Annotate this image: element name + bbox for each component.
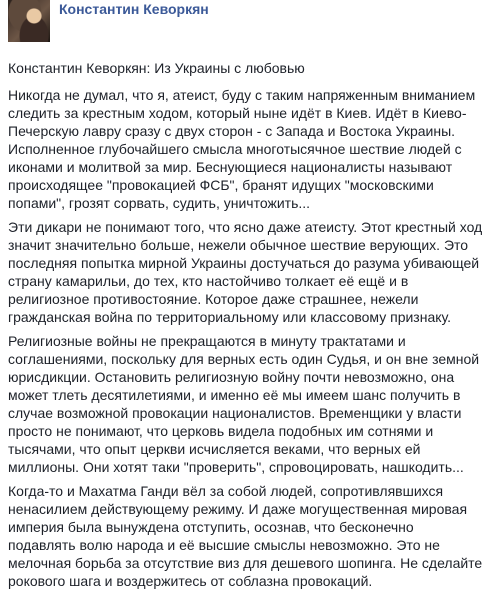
post-paragraph: Эти дикари не понимают того, что ясно даже атеисту. Этот крестный ход значит значительно больше, нежели обычное шествие верующих. Это последняя попытка мирной Украины достучаться до разума убивающей страну камарильи, до тех, кто настойчиво толкает её ещё и в религиозное противостояние. Которое даже страшнее, нежели гражданская война по территориальному или классовому признаку. [8,219,483,325]
post-header [8,0,491,50]
post-paragraph: Когда-то и Махатма Ганди вёл за собой людей, сопротивлявшихся ненасилием действующему режиму. И даже могущественная мировая империя была вынуждена отступить, осознав, что бесконечно подавлять волю народа и её высшие смыслы невозможно. Это не мелочная борьба за отсутствие виз для дешевого шопинга. Не сделайте рокового шага и воздержитесь от соблазна провокаций. [8,483,483,589]
avatar[interactable] [8,0,50,42]
post-title: Константин Кеворкян: Из Украины с любовью [8,60,305,76]
post-paragraph: Никогда не думал, что я, атеист, буду с таким напряженным вниманием следить за крестным ходом, который ныне идёт в Киев. Идёт в Киево-Печерскую лавру сразу с двух сторон - с Запада и Востока Украины. Исполненное глубочайшего смысла многотысячное шествие людей с иконами и молитвой за мир. Беснующиеся националисты называют происходящее "провокацией ФСБ", бранят идущих "московскими попами", грозят сорвать, судить, уничтожить... [8,87,476,211]
author-name-link[interactable]: Константин Кеворкян [59,1,209,17]
post-paragraph: Религиозные войны не прекращаются в минуту трактатами и соглашениями, поскольку для верных есть один Судья, и он вне земной юрисдикции. Остановить религиозную войну почти невозможно, она может тлеть десятилетиями, и именно её мы имеем шанс получить в случае возможной провокации националистов. Временщики у власти просто не понимают, что церковь видела подобных им сотнями и тысячами, что опыт церкви исчисляется веками, что верных ей миллионы. Они хотят таки "проверить", спровоцировать, нашкодить... [8,333,480,475]
post-body [8,86,491,590]
